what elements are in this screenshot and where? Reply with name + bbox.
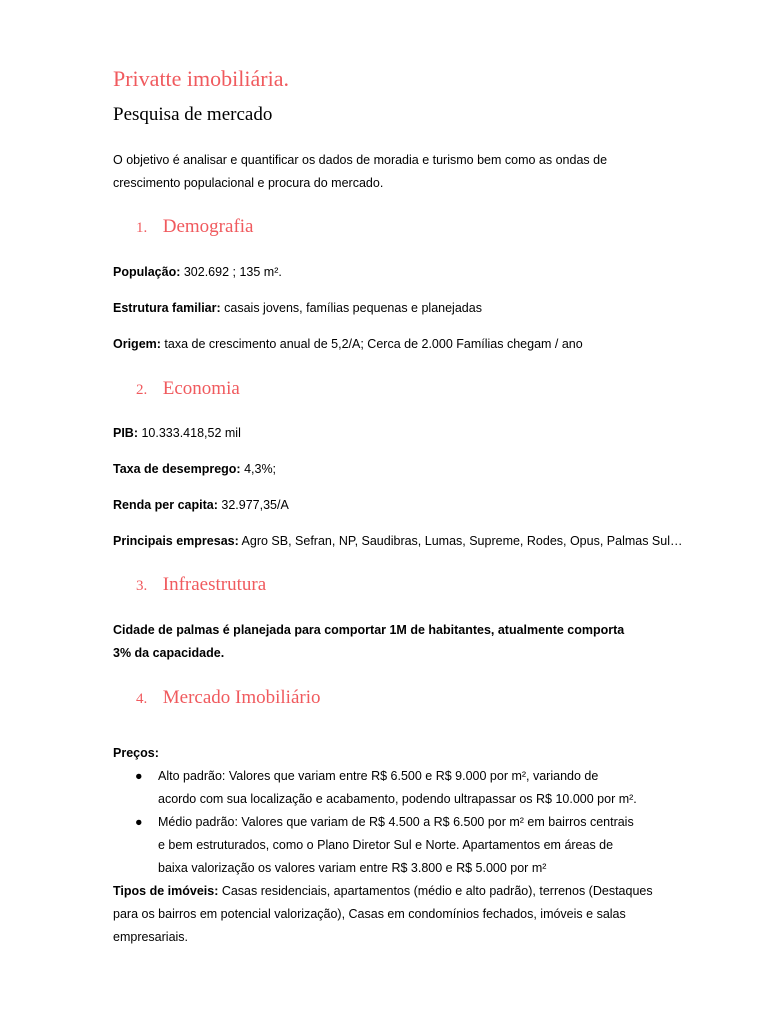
brand-title: Privatte imobiliária. <box>113 66 289 91</box>
section-heading-mercado-imobiliario <box>136 687 321 709</box>
document-subtitle: Pesquisa de mercado <box>113 104 273 125</box>
field-label: Renda per capita: <box>113 498 218 512</box>
field-label: Principais empresas: <box>113 534 239 548</box>
field-value: Casas residenciais, apartamentos (médio e alto padrão), terrenos (Destaques para os bairros em potencial valorização), Casas em condomínios fechados, imóveis e salas empresariais. <box>113 884 653 944</box>
field-value: 32.977,35/A <box>217 498 289 512</box>
section-heading-economia <box>136 378 240 400</box>
field-populacao <box>113 261 658 284</box>
field-label: População: <box>113 265 181 279</box>
section-number: 3. <box>136 578 148 594</box>
field-origem <box>113 333 658 356</box>
field-value: 302.692 ; 135 m². <box>180 265 282 279</box>
field-renda-per-capita <box>113 494 658 517</box>
field-value: Agro SB, Sefran, NP, Saudibras, Lumas, Supreme, Rodes, Opus, Palmas Sul… <box>238 534 683 548</box>
section-title: Demografia <box>162 216 254 237</box>
field-taxa-desemprego <box>113 458 658 481</box>
intro-paragraph: O objetivo é analisar e quantificar os dados de moradia e turismo bem como as ondas de crescimento populacional e procura do mercado. <box>113 153 608 190</box>
list-item-text: Médio padrão: Valores que variam de R$ 4.500 a R$ 6.500 por m² em bairros centrais e bem estruturados, como o Plano Diretor Sul e Norte. Apartamentos em áreas de baixa valorização os valores variam entre R$ 3.800 e R$ 5.000 por m² <box>158 815 634 875</box>
field-label: PIB: <box>113 426 138 440</box>
section-title: Mercado Imobiliário <box>162 687 321 708</box>
list-item <box>113 811 638 880</box>
list-item-text: Alto padrão: Valores que variam entre R$ 6.500 e R$ 9.000 por m², variando de acordo com sua localização e acabamento, podendo ultrapassar os R$ 10.000 por m². <box>158 769 637 806</box>
section-number: 4. <box>136 691 148 707</box>
field-pib <box>113 422 658 445</box>
list-item <box>113 765 638 811</box>
field-value: 4,3%; <box>240 462 277 476</box>
field-value: 10.333.418,52 mil <box>138 426 241 440</box>
field-label: Tipos de imóveis: <box>113 884 219 898</box>
field-label: Taxa de desemprego: <box>113 462 241 476</box>
field-label: Origem: <box>113 337 161 351</box>
bullet-dot-icon: ● <box>135 815 143 829</box>
section-title: Economia <box>162 378 240 399</box>
section-title: Infraestrutura <box>162 574 267 595</box>
section-heading-demografia <box>136 216 253 238</box>
field-value: taxa de crescimento anual de 5,2/A; Cerca de 2.000 Famílias chegam / ano <box>160 337 583 351</box>
field-principais-empresas <box>113 530 683 553</box>
field-label: Estrutura familiar: <box>113 301 221 315</box>
precos-label-row <box>113 742 658 765</box>
statement-text: Cidade de palmas é planejada para comportar 1M de habitantes, atualmente comporta 3% da capacidade. <box>113 623 625 660</box>
section-number: 1. <box>136 220 148 236</box>
section-number: 2. <box>136 382 148 398</box>
price-bullet-list <box>113 765 658 880</box>
infraestrutura-statement <box>113 619 643 665</box>
field-value: casais jovens, famílias pequenas e planejadas <box>220 301 482 315</box>
bullet-dot-icon: ● <box>135 769 143 783</box>
field-tipos-de-imoveis <box>113 880 658 949</box>
precos-label: Preços: <box>113 746 159 760</box>
field-estrutura-familiar <box>113 297 658 320</box>
section-heading-infraestrutura <box>136 574 266 596</box>
document-page <box>113 0 683 1024</box>
